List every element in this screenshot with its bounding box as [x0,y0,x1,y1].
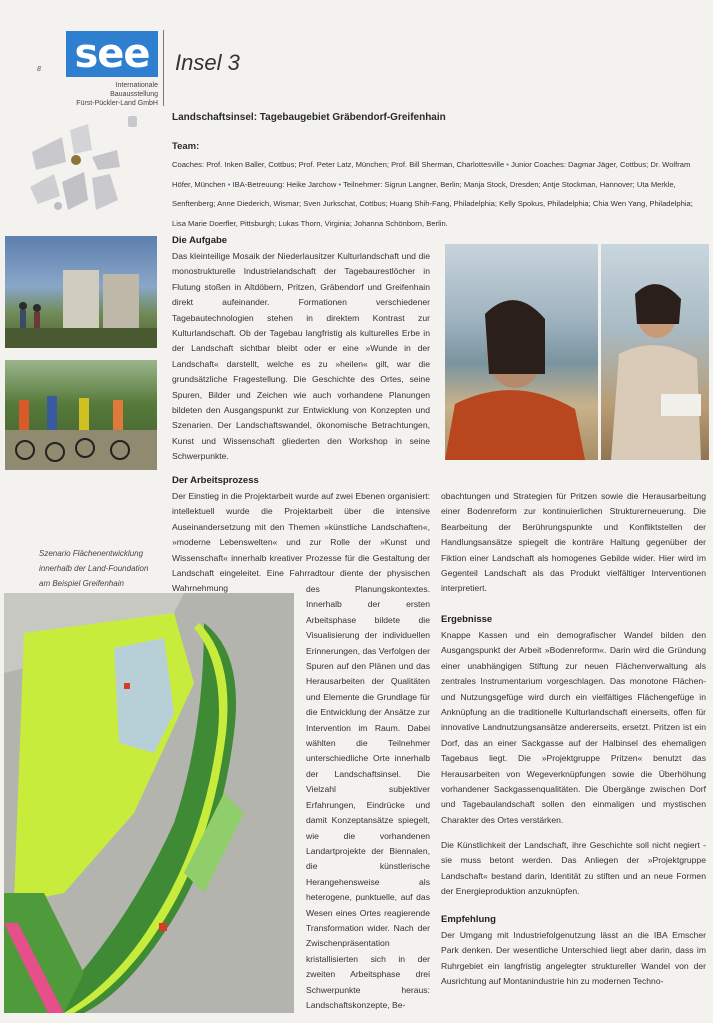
ergebnisse-text-1: Knappe Kassen und ein demografischer Wandel bilden den Ausgangspunkt der Arbeit »Bodenreform«. Darin wird die Gründung einer unabhängigen Stiftung zur neuen Flächenverwaltung als zentrales Instrumentarium vorgeschlagen. Das monotone Flächen- und Nutzungsgefüge wird durch ein vielfältiges Flächengefüge in Anknüpfung an die traditionelle Kulturlandschaft einerseits, offen für innovative Landnutzungsansätze andererseits, ersetzt. Pritzen ist ein Dorf, das an einer Sackgasse auf der Halbinsel des ehemaligen Tagebaus liegt. Die »Projektgruppe Pritzen« benutzt das Herausarbeiten von Wegeverknüpfungen sowie die Überhöhung vorhandener Sackgassenqualitäten. Die Übergänge zwischen Dorf und Tagebaulandschaft sollen den einmaligen und mystischen Charakter des Ortes verstärken. [441,630,706,825]
bullet-icon: • [506,160,512,169]
decorative-shapes-graphic [22,112,157,222]
arbeitsprozess-text-1: Der Einstieg in die Projektarbeit wurde auf zwei Ebenen organisiert: intellektuell wurde die Projektarbeit über die intensive Auseinandersetzung mit den Themen »künstliche Landschaften«, »moderne Lebenswelten« und zur Rolle der »Kunst und Wissenschaft« innerhalb kreativer Prozesse für die Gestaltung der Landschaft eingeleitet. Eine Fahrradtour diente der physischen Wahrnehmung [172,491,430,594]
photo-participant-writing [601,244,709,460]
arbeitsprozess-text-3: obachtungen und Strategien für Pritzen sowie die Herausarbeitung einer Bodenreform zur kontinuierlichen Strukturerneuerung. Die Bearbeitung der Berührungspunkte und Konfliktstellen der Handlungsansätze spiegelt die konträre Haltung gegenüber der Fiktion einer Landschaft als homogenes Gebilde wider. Hier wird im Gegenteil Landschaft als das Produkt vielfältiger Interventionen interpretiert. [441,491,706,594]
team-list [172,155,700,233]
bullet-icon: • [227,179,233,189]
ergebnisse-text-2: Die Künstlichkeit der Landschaft, ihre Geschichte soll nicht negiert - sie muss betont werden. Das Anliegen der »Projektgruppe Landschaft« bestand darin, Identität zu stiften und an neue Formen der Energieproduktion anzuknüpfen. [441,840,706,897]
section-subtitle: Landschaftsinsel: Tagebaugebiet Gräbendorf-Greifenhain [172,112,446,123]
page-title: Insel 3 [175,50,240,75]
map-caption: Szenario Flächenentwicklung innerhalb der Land-Foundation am Beispiel Greifenhain [39,549,149,588]
empfehlung-text: Der Umgang mit Industriefolgenutzung lässt an die IBA Emscher Park denken. Der wesentliche Unterschied liegt aber darin, dass im Ruhrgebiet ein langfristig angelegter struktureller Wandel von der Ausrichtung auf Montanindustrie hin zu modernen Techno- [441,930,706,987]
photo-bicycle-group [5,360,157,470]
arbeitsprozess-text-2: des Planungskontextes. Innerhalb der ersten Arbeitsphase bildete die Visualisierung der individuellen Erinnerungen, das Verfolgen der Spuren auf den Plänen und das Herausarbeiten der Qualitäten und Elemente die Grundlage für die Entwicklung der Ansätze zur Intervention im Raum. Dabei wählten die Teilnehmer unterschiedliche Orte innerhalb der Landschaftsinsel. Die Vielzahl subjektiver Erfahrungen, Eindrücke und damit Konzeptansätze spiegelt, wie die vorhandenen Landartprojekte der Biennalen, die künstlerische Herangehensweise als heterogene, punktuelle, auf das Wesen eines Ortes reagierende Transformation wider. Nach der Zwischenpräsentation kristallisierten sich in der zweiten Arbeitsphase drei Schwerpunkte heraus: Landschaftskonzepte, Be- [306,584,430,1010]
empfehlung-heading: Empfehlung [441,914,496,925]
team-heading: Team: [172,141,200,152]
org-line-2: Fürst-Pückler-Land GmbH [76,100,158,107]
aufgabe-heading: Die Aufgabe [172,235,228,246]
team-participants: Teilnehmer: Sigrun Langner, Berlin; Manja Stock, Dresden; Antje Stockman, Hannover; Uta Merkle, Senftenberg; Anne Diederich, Wismar; Sven Jurkschat, Cottbus; Huang Shih-Fang, Philadelphia; Kelly Spokus, Philadelphia; Chia Wen Yang, Philadelphia; Lisa Marie Doerfler, Pittsburgh; Lukas Thorn, Virginia; Johanna Schönborn, Berlin. [172,179,693,228]
arbeitsprozess-heading: Der Arbeitsprozess [172,475,259,486]
page-number: 8 [37,66,41,73]
team-coaches: Coaches: Prof. Inken Baller, Cottbus; Prof. Peter Latz, München; Prof. Bill Sherman, Charlottesville [172,160,505,169]
iba-logo: see [66,31,158,77]
header-divider [163,30,164,106]
ergebnisse-heading: Ergebnisse [441,614,493,625]
org-line-1: Internationale Bauausstellung [110,82,158,98]
bullet-icon: • [338,179,344,189]
photo-participant-drinking [445,244,598,460]
team-iba: IBA-Betreuung: Heike Jarchow [232,179,337,189]
photo-stone-monoliths [5,236,157,348]
team-junior-coaches: Junior Coaches: Dagmar Jäger, Cottbus; Dr. Wolfram Höfer, München [172,160,691,189]
organization-label [66,81,158,108]
aufgabe-text: Das kleinteilige Mosaik der Niederlausitzer Kulturlandschaft und die monostrukturelle Industrielandschaft der Tagebaurestlöcher in Flutung stoßen in Altdöbern, Pritzen, Gräbendorf und Greifenhain direkt aufeinander. Formationen verschiedener Tagebautechnologien stehen in direktem Kontrast zur Kulturlandschaft. Ob der Tagebau langfristig als kulturelles Erbe in der Landschaft sichtbar bleibt oder er eine »Wunde in der Landschaft« darstellt, welche es zu »heilen« gilt, war die grundsätzliche Fragestellung. Die Geschichte des Ortes, seine Spuren, Bilder und Zeichen wie auch vorhandene Planungen bildeten den Ausgangspunkt zur Entwicklung von Konzepten und Szenarien. Der Landschaftswandel, ökonomische Betrachtungen, Kunst und Wissenschaft gliederten den Workshop in seine Schwerpunkte. [172,251,430,462]
site-plan-map [4,593,294,1013]
